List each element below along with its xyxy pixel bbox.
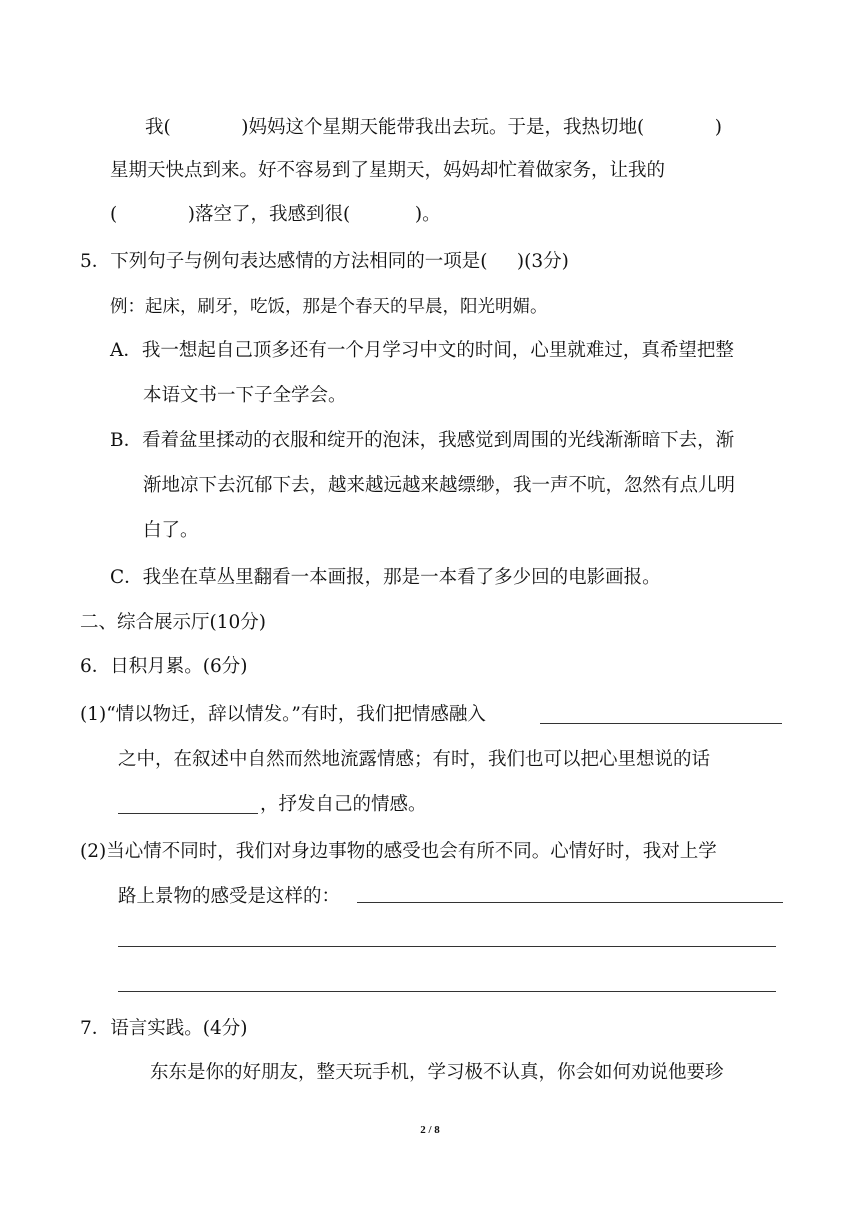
section-2-title: 二、综合展示厅(10分) <box>80 612 266 633</box>
answer-blank-line[interactable] <box>118 946 776 947</box>
fill-blank-line-3: ( )落空了，我感到很( )。 <box>110 204 441 225</box>
option-a-line-1: A．我一想起自己顶多还有一个月学习中文的时间，心里就难过，真希望把整 <box>110 340 734 361</box>
page-number: 2 / 8 <box>420 1124 440 1136</box>
option-c-line-1: C．我坐在草丛里翻看一本画报，那是一本看了多少回的电影画报。 <box>110 567 661 588</box>
question-6-part-2-line-1: (2)当心情不同时，我们对身边事物的感受也会有所不同。心情好时，我对上学 <box>80 841 717 862</box>
question-7-stem: 7．语言实践。(4分) <box>80 1018 248 1039</box>
fill-blank-line-1: 我( )妈妈这个星期天能带我出去玩。于是，我热切地( ) <box>145 117 723 138</box>
option-b-line-2: 渐地凉下去沉郁下去，越来越远越来越缥缈，我一声不吭，忽然有点儿明 <box>143 475 736 496</box>
answer-blank-line[interactable] <box>118 813 258 814</box>
question-7-line-1: 东东是你的好朋友，整天玩手机，学习极不认真，你会如何劝说他要珍 <box>150 1062 724 1083</box>
question-6-stem: 6．日积月累。(6分) <box>80 656 248 677</box>
answer-blank-line[interactable] <box>118 991 776 992</box>
question-6-part-1-line-1: (1)“情以物迁，辞以情发。”有时，我们把情感融入 <box>80 704 486 725</box>
answer-blank-line[interactable] <box>357 902 783 903</box>
question-6-part-1-line-2: 之中，在叙述中自然而然地流露情感；有时，我们也可以把心里想说的话 <box>118 749 711 770</box>
answer-blank-line[interactable] <box>540 723 782 724</box>
fill-blank-line-2: 星期天快点到来。好不容易到了星期天，妈妈却忙着做家务，让我的 <box>110 160 666 181</box>
option-b-line-1: B．看着盆里揉动的衣服和绽开的泡沫，我感觉到周围的光线渐渐暗下去，渐 <box>110 430 735 451</box>
question-6-part-2-line-2: 路上景物的感受是这样的： <box>118 886 341 907</box>
option-b-line-3: 白了。 <box>143 520 199 541</box>
option-a-line-2: 本语文书一下子全学会。 <box>143 385 347 406</box>
question-6-part-1-line-3: ，抒发自己的情感。 <box>260 794 427 815</box>
question-5-example: 例：起床，刷牙，吃饭，那是个春天的早晨，阳光明媚。 <box>110 297 548 317</box>
question-5-stem: 5．下列句子与例句表达感情的方法相同的一项是( )(3分) <box>80 251 569 272</box>
